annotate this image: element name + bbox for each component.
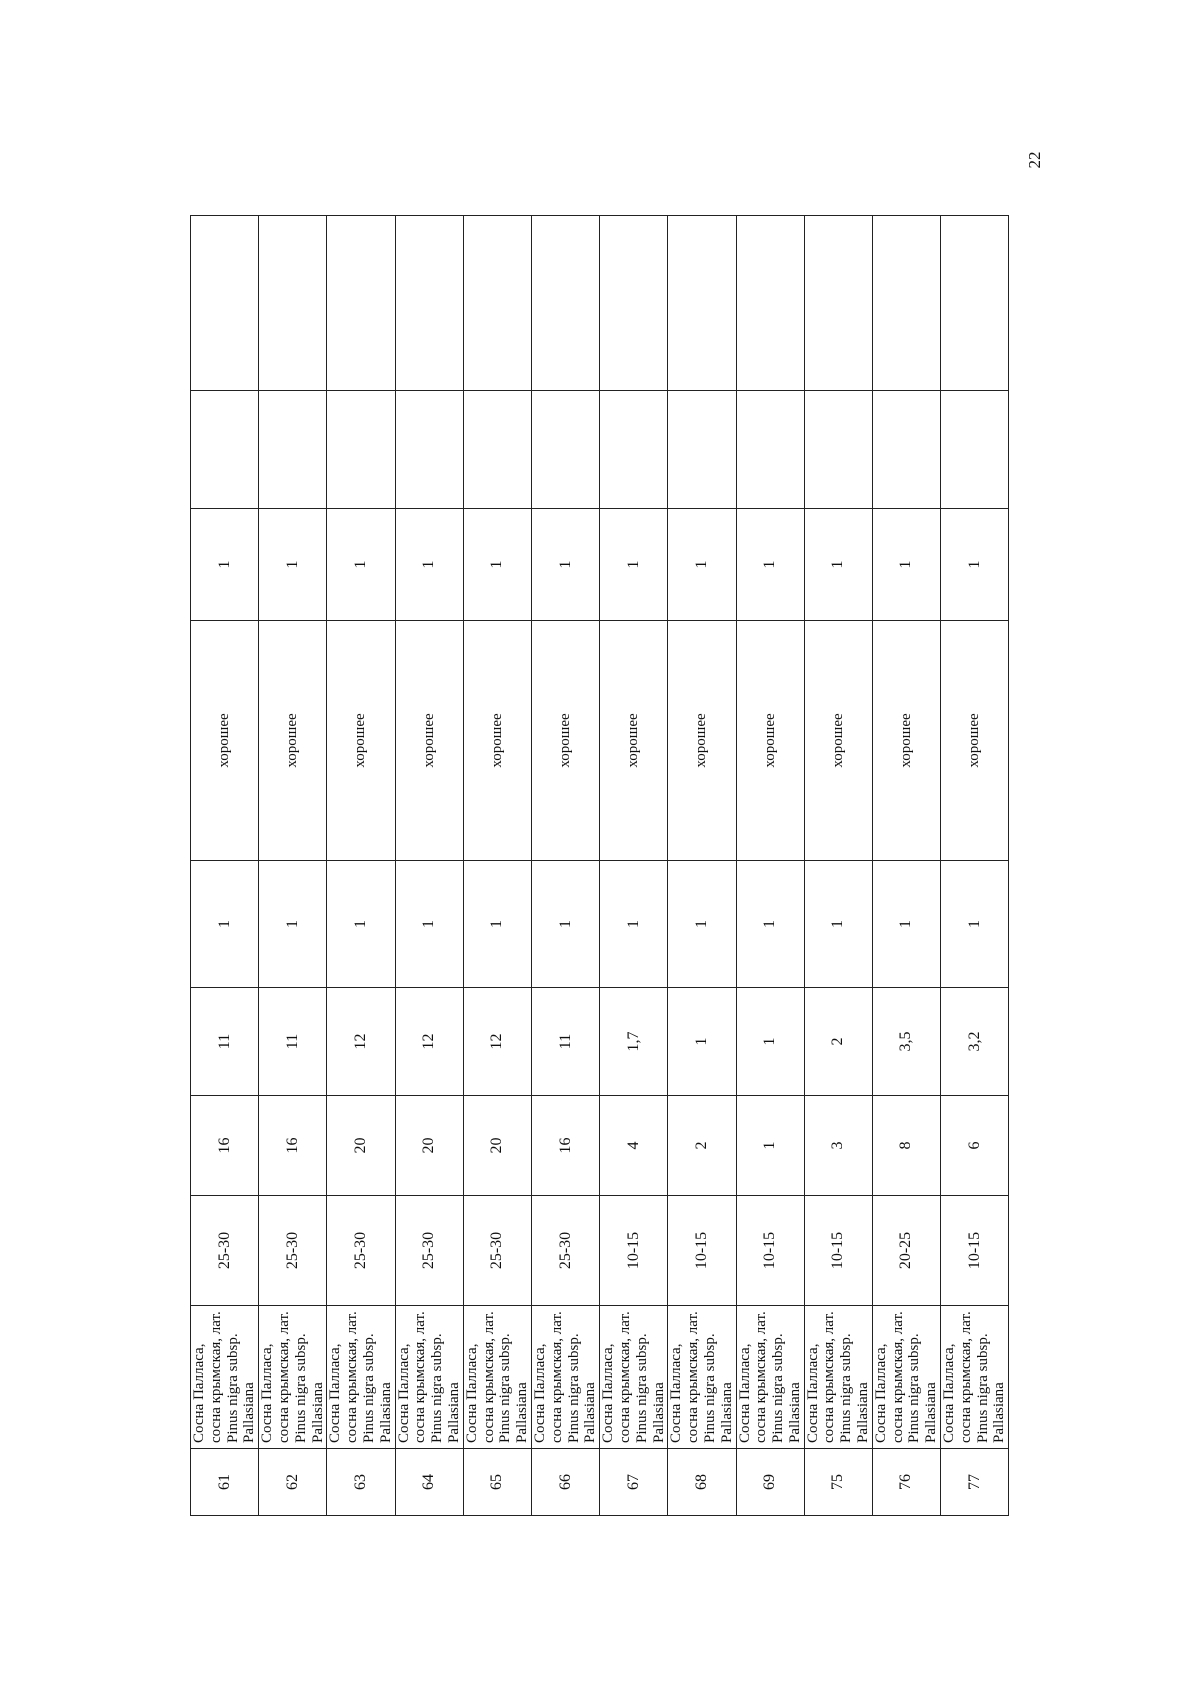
condition-cell: хорошее xyxy=(395,621,463,861)
height-cell: 1 xyxy=(736,988,804,1096)
row-number-cell: 75 xyxy=(804,1449,872,1516)
category-cell: 1 xyxy=(327,509,395,621)
species-name-cell: Сосна Палласа, сосна крымская, лат. Pinus nigra subsp. Pallasiana xyxy=(531,1306,599,1449)
age-cell: 10-15 xyxy=(804,1196,872,1306)
trunk-diameter-cell: 1 xyxy=(736,1096,804,1196)
row-number-cell: 68 xyxy=(668,1449,736,1516)
empty-cell xyxy=(804,391,872,509)
species-name-cell: Сосна Палласа, сосна крымская, лат. Pinus nigra subsp. Pallasiana xyxy=(941,1306,1009,1449)
age-cell: 25-30 xyxy=(191,1196,259,1306)
height-cell: 11 xyxy=(531,988,599,1096)
trunk-diameter-cell: 16 xyxy=(531,1096,599,1196)
table-row xyxy=(259,216,327,1516)
table-row xyxy=(191,216,259,1516)
age-cell: 25-30 xyxy=(395,1196,463,1306)
empty-cell xyxy=(463,391,531,509)
empty-cell xyxy=(259,216,327,391)
condition-cell: хорошее xyxy=(191,621,259,861)
row-number-cell: 69 xyxy=(736,1449,804,1516)
category-cell: 1 xyxy=(395,509,463,621)
empty-cell xyxy=(327,216,395,391)
age-cell: 25-30 xyxy=(327,1196,395,1306)
age-cell: 25-30 xyxy=(531,1196,599,1306)
rotated-table-container xyxy=(190,216,1008,1516)
age-cell: 10-15 xyxy=(600,1196,668,1306)
age-cell: 20-25 xyxy=(872,1196,940,1306)
empty-cell xyxy=(736,216,804,391)
empty-cell xyxy=(804,216,872,391)
species-name-cell: Сосна Палласа, сосна крымская, лат. Pinus nigra subsp. Pallasiana xyxy=(600,1306,668,1449)
height-cell: 3,5 xyxy=(872,988,940,1096)
species-name-cell: Сосна Палласа, сосна крымская, лат. Pinus nigra subsp. Pallasiana xyxy=(872,1306,940,1449)
empty-cell xyxy=(395,391,463,509)
trunk-diameter-cell: 20 xyxy=(395,1096,463,1196)
empty-cell xyxy=(668,391,736,509)
condition-cell: хорошее xyxy=(531,621,599,861)
trunk-diameter-cell: 20 xyxy=(327,1096,395,1196)
count-cell: 1 xyxy=(191,861,259,988)
species-name-cell: Сосна Палласа, сосна крымская, лат. Pinus nigra subsp. Pallasiana xyxy=(327,1306,395,1449)
height-cell: 11 xyxy=(259,988,327,1096)
count-cell: 1 xyxy=(259,861,327,988)
table-row xyxy=(736,216,804,1516)
trunk-diameter-cell: 6 xyxy=(941,1096,1009,1196)
trunk-diameter-cell: 4 xyxy=(600,1096,668,1196)
category-cell: 1 xyxy=(600,509,668,621)
count-cell: 1 xyxy=(872,861,940,988)
empty-cell xyxy=(259,391,327,509)
category-cell: 1 xyxy=(872,509,940,621)
count-cell: 1 xyxy=(531,861,599,988)
count-cell: 1 xyxy=(668,861,736,988)
category-cell: 1 xyxy=(259,509,327,621)
category-cell: 1 xyxy=(463,509,531,621)
empty-cell xyxy=(600,391,668,509)
condition-cell: хорошее xyxy=(872,621,940,861)
trunk-diameter-cell: 16 xyxy=(191,1096,259,1196)
empty-cell xyxy=(600,216,668,391)
row-number-cell: 65 xyxy=(463,1449,531,1516)
condition-cell: хорошее xyxy=(736,621,804,861)
count-cell: 1 xyxy=(804,861,872,988)
category-cell: 1 xyxy=(736,509,804,621)
category-cell: 1 xyxy=(668,509,736,621)
row-number-cell: 67 xyxy=(600,1449,668,1516)
trunk-diameter-cell: 20 xyxy=(463,1096,531,1196)
age-cell: 10-15 xyxy=(668,1196,736,1306)
condition-cell: хорошее xyxy=(941,621,1009,861)
count-cell: 1 xyxy=(600,861,668,988)
table-row xyxy=(600,216,668,1516)
height-cell: 11 xyxy=(191,988,259,1096)
trunk-diameter-cell: 3 xyxy=(804,1096,872,1196)
species-name-cell: Сосна Палласа, сосна крымская, лат. Pinus nigra subsp. Pallasiana xyxy=(804,1306,872,1449)
empty-cell xyxy=(531,216,599,391)
species-name-cell: Сосна Палласа, сосна крымская, лат. Pinus nigra subsp. Pallasiana xyxy=(259,1306,327,1449)
table-row xyxy=(804,216,872,1516)
height-cell: 12 xyxy=(463,988,531,1096)
age-cell: 25-30 xyxy=(259,1196,327,1306)
row-number-cell: 66 xyxy=(531,1449,599,1516)
species-name-cell: Сосна Палласа, сосна крымская, лат. Pinus nigra subsp. Pallasiana xyxy=(395,1306,463,1449)
age-cell: 25-30 xyxy=(463,1196,531,1306)
row-number-cell: 61 xyxy=(191,1449,259,1516)
empty-cell xyxy=(872,216,940,391)
age-cell: 10-15 xyxy=(736,1196,804,1306)
condition-cell: хорошее xyxy=(259,621,327,861)
height-cell: 12 xyxy=(327,988,395,1096)
height-cell: 12 xyxy=(395,988,463,1096)
count-cell: 1 xyxy=(327,861,395,988)
table-body xyxy=(191,216,1009,1516)
category-cell: 1 xyxy=(941,509,1009,621)
row-number-cell: 76 xyxy=(872,1449,940,1516)
table-row xyxy=(872,216,940,1516)
row-number-cell: 64 xyxy=(395,1449,463,1516)
trunk-diameter-cell: 16 xyxy=(259,1096,327,1196)
empty-cell xyxy=(191,216,259,391)
empty-cell xyxy=(736,391,804,509)
row-number-cell: 77 xyxy=(941,1449,1009,1516)
empty-cell xyxy=(668,216,736,391)
tree-inventory-table xyxy=(190,215,1009,1516)
trunk-diameter-cell: 2 xyxy=(668,1096,736,1196)
condition-cell: хорошее xyxy=(804,621,872,861)
species-name-cell: Сосна Палласа, сосна крымская, лат. Pinus nigra subsp. Pallasiana xyxy=(668,1306,736,1449)
species-name-cell: Сосна Палласа, сосна крымская, лат. Pinus nigra subsp. Pallasiana xyxy=(463,1306,531,1449)
category-cell: 1 xyxy=(531,509,599,621)
species-name-cell: Сосна Палласа, сосна крымская, лат. Pinus nigra subsp. Pallasiana xyxy=(736,1306,804,1449)
condition-cell: хорошее xyxy=(327,621,395,861)
empty-cell xyxy=(395,216,463,391)
empty-cell xyxy=(941,391,1009,509)
condition-cell: хорошее xyxy=(668,621,736,861)
table-row xyxy=(668,216,736,1516)
row-number-cell: 63 xyxy=(327,1449,395,1516)
count-cell: 1 xyxy=(395,861,463,988)
empty-cell xyxy=(941,216,1009,391)
height-cell: 1,7 xyxy=(600,988,668,1096)
age-cell: 10-15 xyxy=(941,1196,1009,1306)
empty-cell xyxy=(327,391,395,509)
condition-cell: хорошее xyxy=(600,621,668,861)
count-cell: 1 xyxy=(736,861,804,988)
empty-cell xyxy=(463,216,531,391)
category-cell: 1 xyxy=(804,509,872,621)
count-cell: 1 xyxy=(463,861,531,988)
row-number-cell: 62 xyxy=(259,1449,327,1516)
count-cell: 1 xyxy=(941,861,1009,988)
table-row xyxy=(941,216,1009,1516)
species-name-cell: Сосна Палласа, сосна крымская, лат. Pinus nigra subsp. Pallasiana xyxy=(191,1306,259,1449)
table-row xyxy=(327,216,395,1516)
trunk-diameter-cell: 8 xyxy=(872,1096,940,1196)
empty-cell xyxy=(872,391,940,509)
table-row xyxy=(531,216,599,1516)
category-cell: 1 xyxy=(191,509,259,621)
height-cell: 3,2 xyxy=(941,988,1009,1096)
table-row xyxy=(463,216,531,1516)
condition-cell: хорошее xyxy=(463,621,531,861)
height-cell: 1 xyxy=(668,988,736,1096)
height-cell: 2 xyxy=(804,988,872,1096)
table-row xyxy=(395,216,463,1516)
page-number: 22 xyxy=(1025,151,1044,169)
empty-cell xyxy=(531,391,599,509)
empty-cell xyxy=(191,391,259,509)
